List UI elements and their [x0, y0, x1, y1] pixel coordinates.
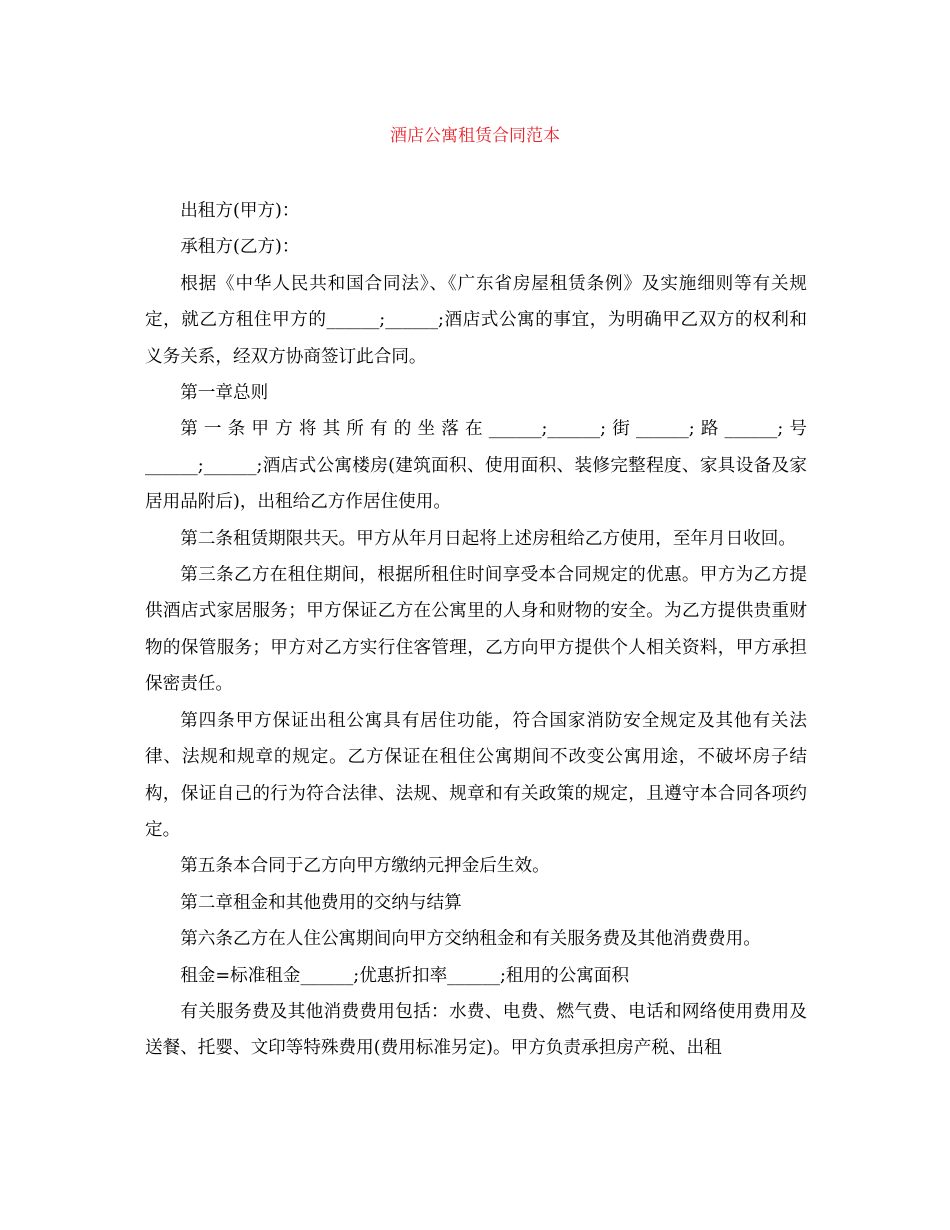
- article-4: 第四条甲方保证出租公寓具有居住功能，符合国家消防安全规定及其他有关法律、法规和规章的规定。乙方保证在租住公寓期间不改变公寓用途，不破坏房子结构，保证自己的行为符合法律、法规、规章和有关政策的规定，且遵守本合同各项约定。: [145, 710, 807, 840]
- paragraph-lessor: 出租方(甲方)：: [180, 201, 300, 221]
- article-2: 第二条租赁期限共天。甲方从年月日起将上述房租给乙方使用，至年月日收回。: [180, 528, 796, 549]
- chapter-heading-rent: 第二章租金和其他费用的交纳与结算: [180, 892, 462, 913]
- document-body: [145, 193, 807, 1067]
- paragraph-fees: 有关服务费及其他消费费用包括：水费、电费、燃气费、电话和网络使用费用及送餐、托婴、文印等特殊费用(费用标准另定)。甲方负责承担房产税、出租: [145, 1001, 807, 1059]
- article-6: 第六条乙方在人住公寓期间向甲方交纳租金和有关服务费及其他消费费用。: [180, 929, 761, 950]
- paragraph-lessee: 承租方(乙方)：: [180, 237, 300, 258]
- paragraph-preamble: 根据《中华人民共和国合同法》、《广东省房屋租赁条例》及实施细则等有关规定，就乙方租住甲方的______;______;酒店式公寓的事宜，为明确甲乙双方的权利和义务关系，经双方协商签订此合同。: [145, 273, 807, 367]
- chapter-heading-general: 第一章总则: [180, 383, 269, 404]
- document-title: 酒店公寓租赁合同范本: [390, 126, 560, 146]
- article-5: 第五条本合同于乙方向甲方缴纳元押金后生效。: [180, 856, 550, 877]
- article-1: 第一条甲方将其所有的坐落在______;______;街______;路______;号______;______;酒店式公寓楼房(建筑面积、使用面积、装修完整程度、家具设备及家居用品附后)，出租给乙方作居住使用。: [145, 419, 807, 513]
- rent-formula: 租金=标准租金______;优惠折扣率______;租用的公寓面积: [180, 965, 630, 986]
- article-3: 第三条乙方在租住期间，根据所租住时间享受本合同规定的优惠。甲方为乙方提供酒店式家居服务；甲方保证乙方在公寓里的人身和财物的安全。为乙方提供贵重财物的保管服务；甲方对乙方实行住客管理，乙方向甲方提供个人相关资料，甲方承担保密责任。: [145, 565, 807, 695]
